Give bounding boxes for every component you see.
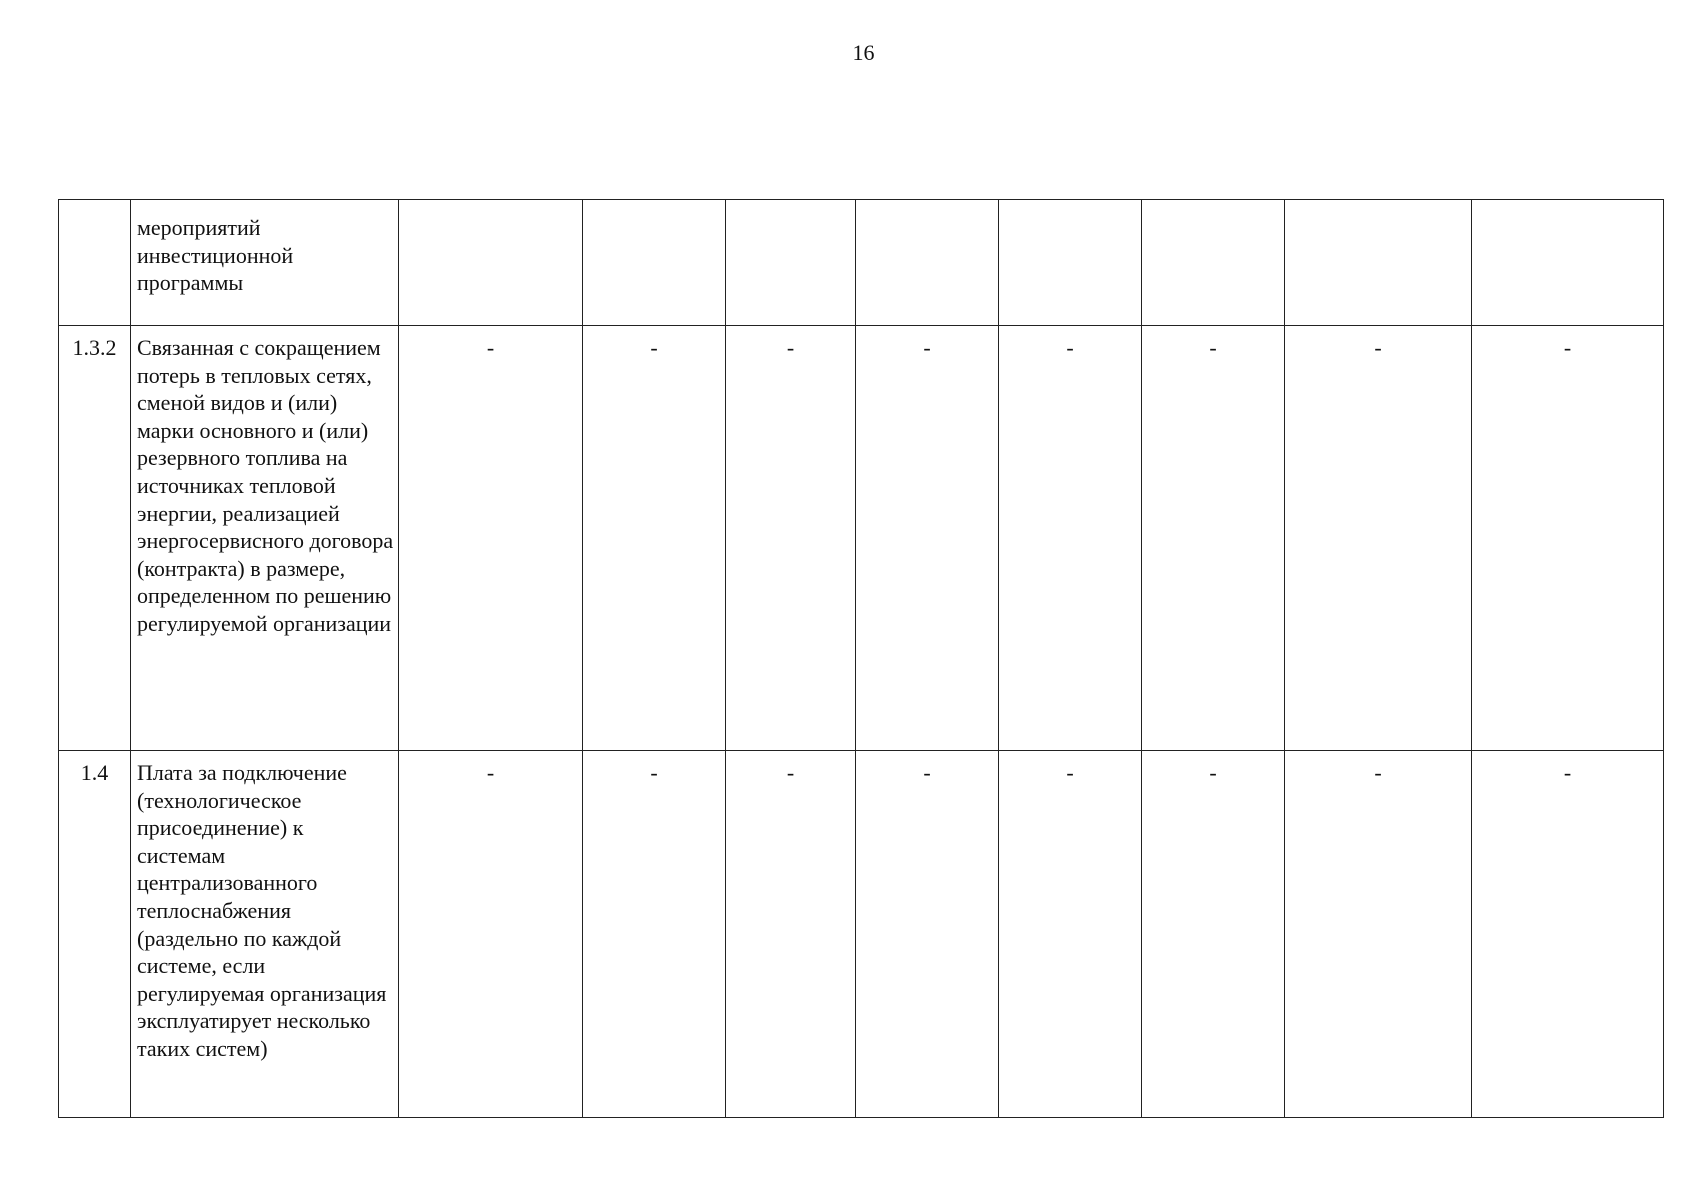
value-cell: - [399, 751, 583, 1118]
row-number: 1.4 [59, 751, 131, 1118]
value-cell: - [1142, 326, 1285, 751]
value-cell [583, 200, 726, 326]
value-cell: - [1472, 751, 1664, 1118]
table-row [59, 751, 1664, 1118]
value-cell [1472, 200, 1664, 326]
value-cell: - [999, 751, 1142, 1118]
value-cell: - [1142, 751, 1285, 1118]
value-cell [1142, 200, 1285, 326]
row-description: Связанная с сокращением потерь в тепловых сетях, сменой видов и (или) марки основного и (или) резервного топлива на источниках тепловой энергии, реализацией энергосервисного договора (контракта) в размере, определенном по решению регулируемой организации [131, 326, 399, 751]
value-cell: - [726, 751, 856, 1118]
value-cell [1285, 200, 1472, 326]
value-cell [726, 200, 856, 326]
value-cell: - [1285, 326, 1472, 751]
row-description: Плата за подключение (технологическое присоединение) к системам централизованного теплоснабжения (раздельно по каждой системе, если регулируемая организация эксплуатирует несколько таких систем) [131, 751, 399, 1118]
row-description: мероприятий инвестиционной программы [131, 200, 399, 326]
value-cell: - [1472, 326, 1664, 751]
value-cell [999, 200, 1142, 326]
value-cell: - [583, 751, 726, 1118]
value-cell: - [399, 326, 583, 751]
value-cell: - [856, 751, 999, 1118]
value-cell: - [726, 326, 856, 751]
value-cell: - [999, 326, 1142, 751]
row-number: 1.3.2 [59, 326, 131, 751]
value-cell [856, 200, 999, 326]
page-number: 16 [852, 40, 875, 65]
value-cell: - [583, 326, 726, 751]
row-number [59, 200, 131, 326]
data-table [58, 199, 1664, 1118]
value-cell [399, 200, 583, 326]
table-row [59, 326, 1664, 751]
value-cell: - [856, 326, 999, 751]
value-cell: - [1285, 751, 1472, 1118]
table-row [59, 200, 1664, 326]
